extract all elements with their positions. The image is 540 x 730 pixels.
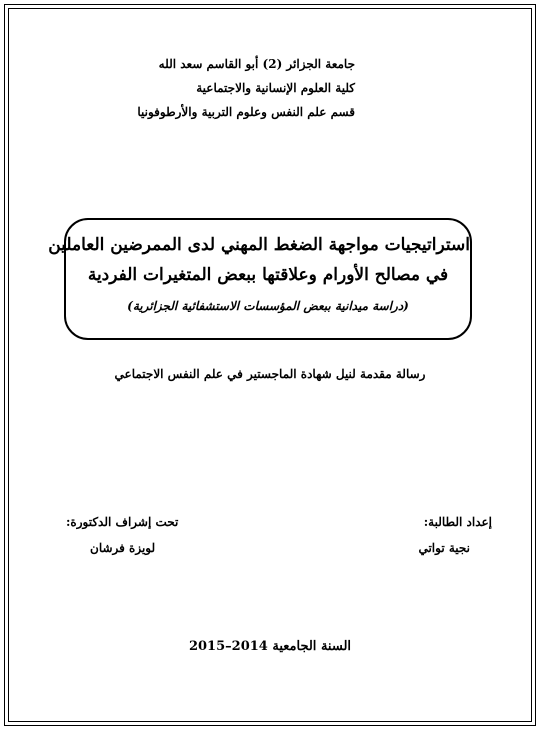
institution-header	[95, 52, 355, 124]
faculty-name: كلية العلوم الإنسانية والاجتماعية	[196, 81, 355, 95]
thesis-statement: رسالة مقدمة لنيل شهادة الماجستير في علم النفس الاجتماعي	[114, 367, 426, 381]
title-line-2: في مصالح الأورام وعلاقتها ببعض المتغيرات الفردية	[87, 265, 449, 285]
title-line-1: استراتيجيات مواجهة الضغط المهني لدى الممرضين العاملين	[48, 235, 470, 255]
prepared-by-label: إعداد الطالبة:	[423, 515, 492, 529]
department-name: قسم علم النفس وعلوم التربية والأرطوفونيا	[137, 105, 355, 119]
supervisor-label: تحت إشراف الدكتورة:	[66, 515, 179, 529]
university-name: جامعة الجزائر (2) أبو القاسم سعد الله	[158, 57, 355, 71]
study-subtitle: (دراسة ميدانية ببعض المؤسسات الاستشفائية الجزائرية)	[127, 299, 409, 313]
academic-year: السنة الجامعية 2014–2015	[188, 639, 352, 654]
thesis-title-box	[48, 218, 472, 340]
supervisor-name: لويزة فرشان	[90, 541, 156, 555]
student-name: نجية تواتي	[418, 541, 470, 555]
